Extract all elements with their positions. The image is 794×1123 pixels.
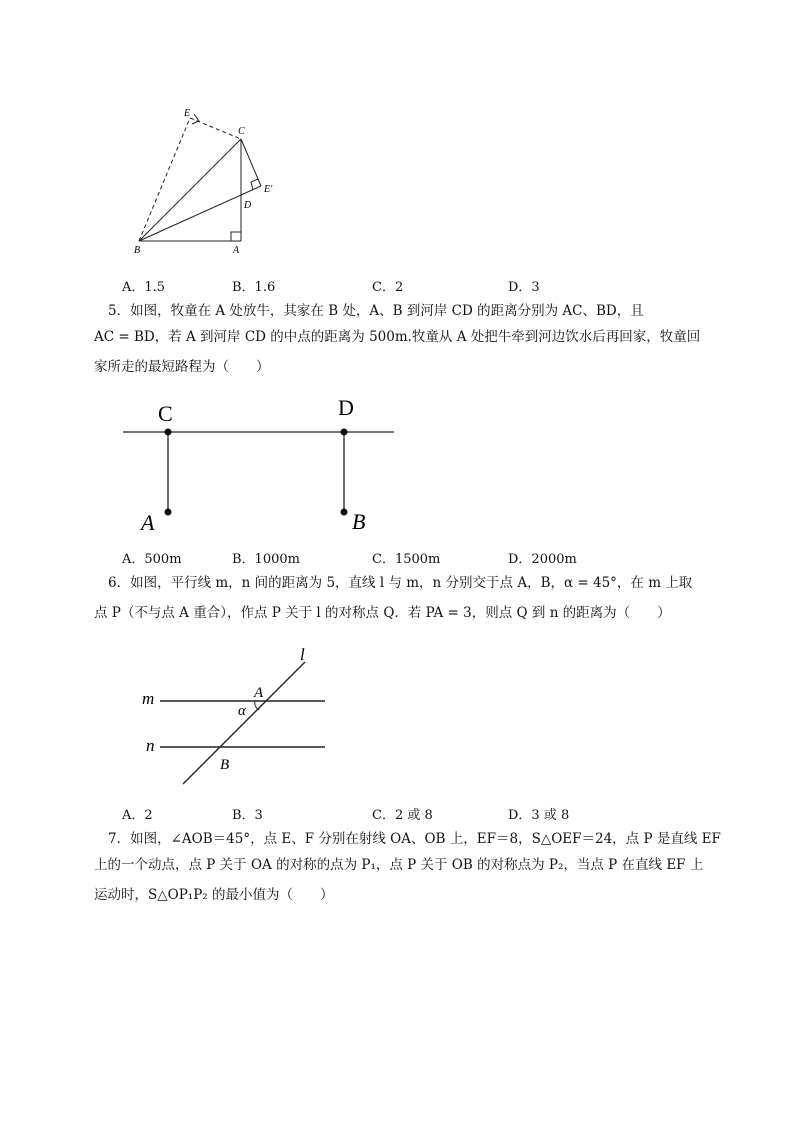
q5-option-c: C．1500m bbox=[372, 552, 441, 567]
q5-text-line1: 5．如图，牧童在 A 处放牛，其家在 B 处，A、B 到河岸 CD 的距离分别为 AC、BD，且 bbox=[108, 303, 644, 319]
point-D bbox=[341, 429, 348, 436]
label-C: C bbox=[238, 126, 245, 137]
q6-text-line1: 6．如图，平行线 m，n 间的距离为 5，直线 l 与 m，n 分别交于点 A，B，α = 45°，在 m 上取 bbox=[108, 575, 693, 591]
q4-option-b: B．1.6 bbox=[232, 280, 276, 295]
q5-option-b: B．1000m bbox=[232, 552, 300, 567]
q5-option-a: A．500m bbox=[122, 552, 182, 567]
q6-option-c: C．2 或 8 bbox=[372, 808, 433, 823]
q6-option-a: A．2 bbox=[122, 808, 153, 823]
q4-option-c: C．2 bbox=[372, 280, 404, 295]
label-E: E bbox=[184, 108, 191, 119]
label-B: B bbox=[220, 757, 230, 773]
point-C bbox=[165, 429, 172, 436]
figure-q4 bbox=[120, 100, 280, 260]
q7-text-line3: 运动时，S△OP₁P₂ 的最小值为（ ） bbox=[94, 887, 334, 903]
segment-BC bbox=[139, 139, 241, 241]
q6-option-d: D．3 或 8 bbox=[508, 808, 570, 823]
segment-BE2 bbox=[139, 186, 261, 241]
q7-text-line2: 上的一个动点，点 P 关于 OA 的对称的点为 P₁，点 P 关于 OB 的对称点为 P₂，当点 P 在直线 EF 上 bbox=[94, 857, 704, 873]
q6-option-b: B．3 bbox=[232, 808, 263, 823]
point-B bbox=[341, 509, 348, 516]
figure-q5 bbox=[118, 390, 408, 540]
label-n: n bbox=[146, 736, 155, 755]
label-A: A bbox=[233, 245, 240, 256]
point-A bbox=[165, 509, 172, 516]
label-A: A bbox=[254, 685, 264, 701]
segment-BE-dashed bbox=[139, 118, 190, 241]
label-D: D bbox=[338, 395, 354, 420]
label-alpha: α bbox=[238, 703, 246, 719]
q6-text-line2: 点 P（不与点 A 重合），作点 P 关于 l 的对称点 Q．若 PA = 3，则点 Q 到 n 的距离为（ ） bbox=[94, 605, 671, 621]
label-m: m bbox=[142, 689, 155, 708]
right-angle-mark-A bbox=[231, 232, 241, 241]
label-A: A bbox=[141, 510, 155, 535]
label-B: B bbox=[134, 245, 141, 256]
q5-option-d: D．2000m bbox=[508, 552, 577, 567]
label-D: D bbox=[244, 200, 252, 211]
label-C: C bbox=[158, 401, 173, 426]
figure-q6 bbox=[130, 642, 340, 792]
line-l bbox=[183, 662, 305, 784]
q5-text-line3: 家所走的最短路程为（ ） bbox=[94, 359, 270, 375]
q7-text-line1: 7．如图，∠AOB＝45°，点 E、F 分别在射线 OA、OB 上，EF＝8，S△OEF＝24，点 P 是直线 EF bbox=[108, 831, 721, 847]
label-B: B bbox=[352, 509, 366, 534]
label-l: l bbox=[300, 645, 305, 664]
segment-CE2 bbox=[241, 139, 261, 186]
q5-text-line2: AC = BD，若 A 到河岸 CD 的中点的距离为 500m.牧童从 A 处把牛牵到河边饮水后再回家，牧童回 bbox=[94, 329, 701, 345]
label-E-prime: E' bbox=[264, 184, 273, 195]
q4-option-d: D．3 bbox=[508, 280, 540, 295]
q4-option-a: A．1.5 bbox=[122, 280, 166, 295]
